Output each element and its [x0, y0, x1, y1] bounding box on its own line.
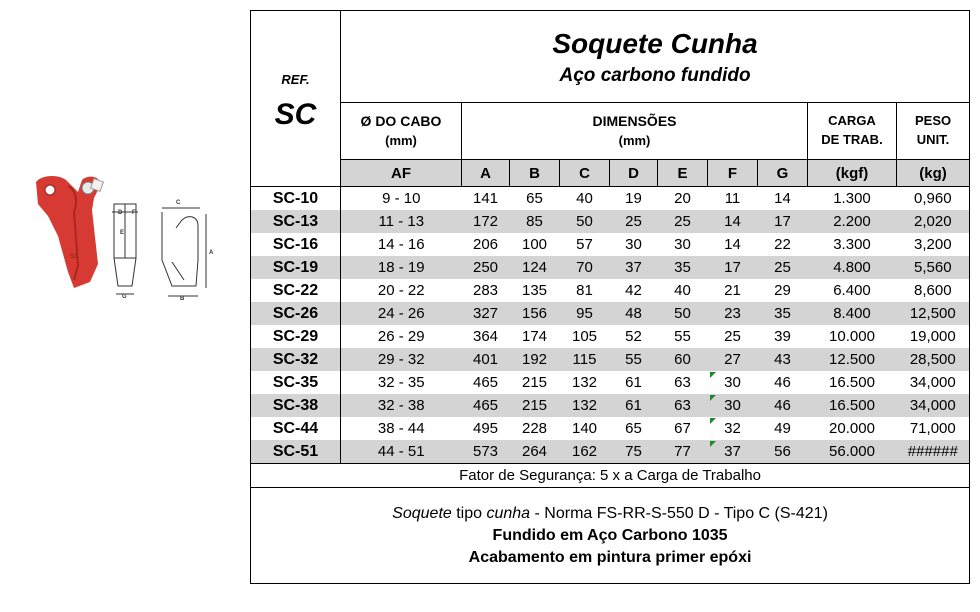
- cabo-header: Ø DO CABO (mm): [341, 103, 462, 160]
- table-row: SC-19 18 - 19 250 124 70 37 35 17 25 4.800 5,560: [251, 256, 970, 279]
- unit-f: F: [708, 160, 758, 187]
- table-row: SC-10 9 - 10 141 65 40 19 20 11 14 1.300 0,960: [251, 187, 970, 211]
- cell-with-marker: 37: [708, 440, 758, 464]
- wedge-socket-photo: [36, 176, 103, 288]
- spec-standard-line: Soquete tipo cunha - Norma FS-RR-S-550 D - Tipo C (S-421): [392, 504, 828, 522]
- safety-factor-note: Fator de Segurança: 5 x a Carga de Trabalho: [251, 464, 970, 488]
- unit-g: G: [758, 160, 808, 187]
- cell-with-marker: 32: [708, 417, 758, 440]
- table-row: SC-38 32 - 38 465 215 132 61 63 30 46 16.500 34,000: [251, 394, 970, 417]
- table-row: SC-16 14 - 16 206 100 57 30 30 14 22 3.300 3,200: [251, 233, 970, 256]
- dim-b-label: B: [180, 296, 185, 300]
- dim-d-label: D: [118, 210, 123, 216]
- dim-c-label: C: [176, 200, 181, 206]
- dim-e-label: E: [120, 230, 125, 236]
- page-subtitle: Aço carbono fundido: [559, 65, 751, 86]
- dim-a-label: A: [209, 250, 214, 256]
- material-line: Fundido em Aço Carbono 1035: [492, 526, 728, 544]
- unit-peso: (kg): [897, 160, 970, 187]
- unit-carga: (kgf): [808, 160, 897, 187]
- dimensoes-header: DIMENSÕES (mm): [462, 103, 808, 160]
- table-row: SC-29 26 - 29 364 174 105 52 55 25 39 10.000 19,000: [251, 325, 970, 348]
- svg-text:SC: SC: [70, 253, 78, 260]
- cell-with-marker: 30: [708, 371, 758, 394]
- units-row: [251, 160, 970, 187]
- ref-header-cell: [251, 11, 341, 187]
- unit-b: B: [510, 160, 560, 187]
- finish-line: Acabamento em pintura primer epóxi: [468, 548, 752, 566]
- cell-with-marker: 30: [708, 394, 758, 417]
- table-row: SC-35 32 - 35 465 215 132 61 63 30 46 16.500 34,000: [251, 371, 970, 394]
- table-row: SC-44 38 - 44 495 228 140 65 67 32 49 20.000 71,000: [251, 417, 970, 440]
- ref-code: SC: [274, 98, 317, 131]
- product-notes: [251, 488, 970, 584]
- unit-af: AF: [341, 160, 462, 187]
- dim-f-label: F: [132, 210, 136, 216]
- peso-header: PESO UNIT.: [897, 103, 970, 160]
- wedge-socket-illustration: [28, 176, 218, 300]
- unit-d: D: [610, 160, 658, 187]
- carga-header: CARGA DE TRAB.: [808, 103, 897, 160]
- table-row: SC-22 20 - 22 283 135 81 42 40 21 29 6.400 8,600: [251, 279, 970, 302]
- spec-table: [250, 10, 970, 584]
- unit-a: A: [462, 160, 510, 187]
- table-row: SC-51 44 - 51 573 264 162 75 77 37 56 56.000 ######: [251, 440, 970, 464]
- ref-label: REF.: [281, 72, 310, 87]
- table-row: SC-26 24 - 26 327 156 95 48 50 23 35 8.400 12,500: [251, 302, 970, 325]
- table-row: SC-13 11 - 13 172 85 50 25 25 14 17 2.200 2,020: [251, 210, 970, 233]
- table-row: SC-32 29 - 32 401 192 115 55 60 27 43 12.500 28,500: [251, 348, 970, 371]
- page-title: Soquete Cunha: [552, 28, 758, 59]
- unit-e: E: [658, 160, 708, 187]
- side-view-drawing: [162, 208, 206, 296]
- title-cell: [341, 11, 970, 103]
- dim-g-label: G: [122, 294, 127, 300]
- front-view-drawing: [112, 204, 138, 294]
- unit-c: C: [560, 160, 610, 187]
